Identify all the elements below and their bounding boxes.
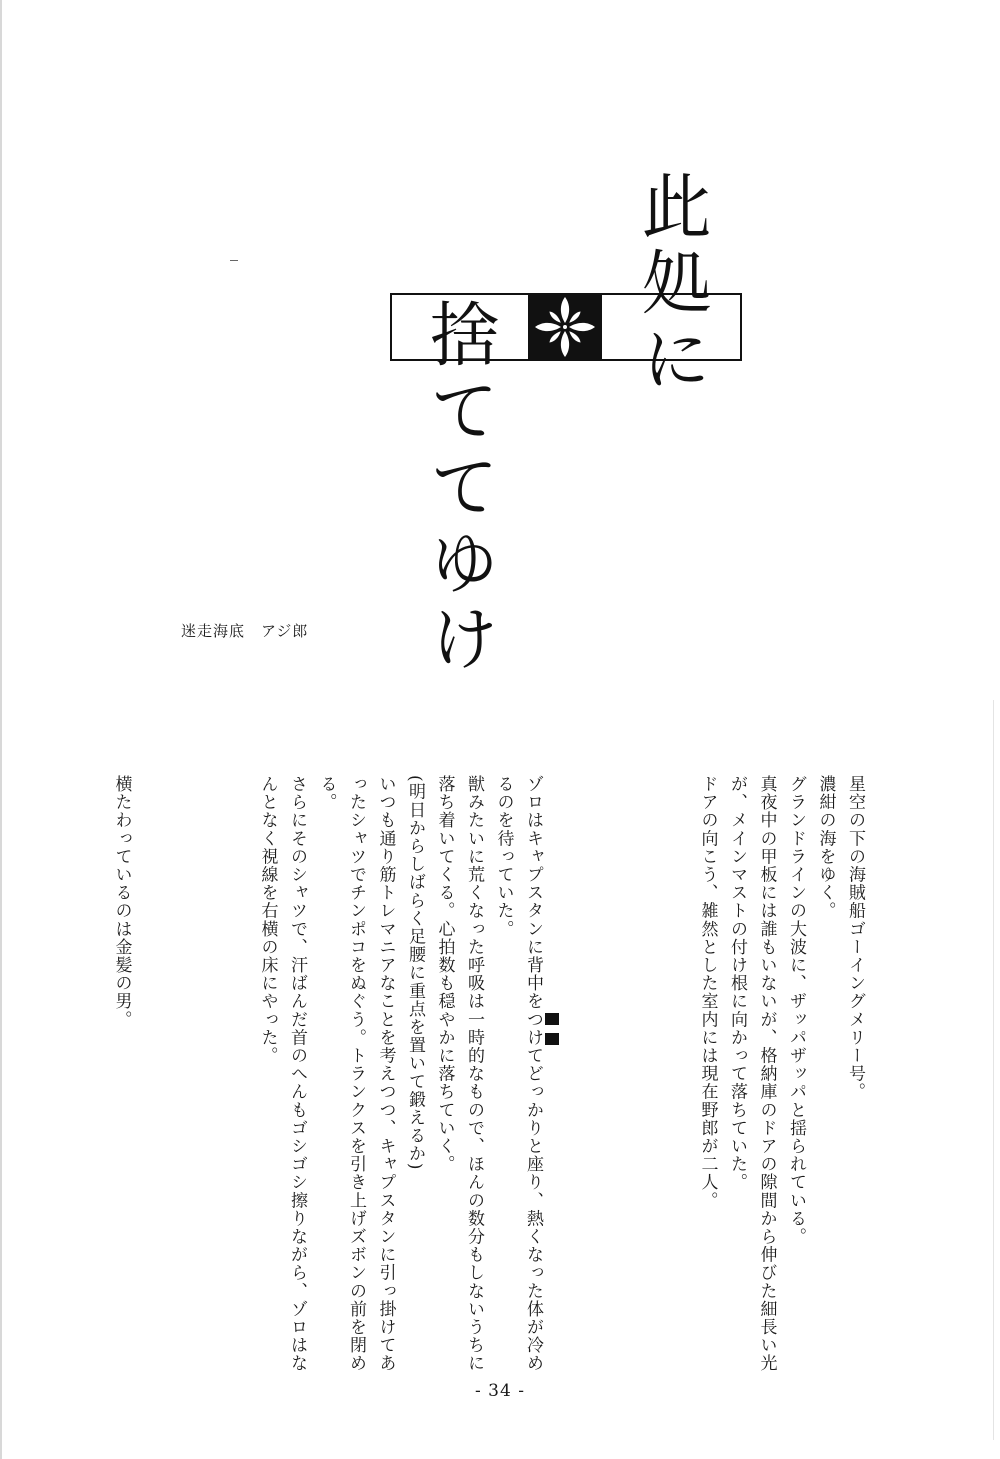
paragraph: 獣みたいに荒くなった呼吸は一時的なもので、ほんの数分もしないうちに落ち着いてくる。心拍数も穏やかに落ちていく。 bbox=[434, 775, 484, 1373]
page-edge-right bbox=[993, 700, 994, 1440]
paragraph: 真夜中の甲板には誰もいないが、格納庫のドアの隙間から伸びた細長い光が、メインマストの付け根に向かって落ちていた。 bbox=[727, 775, 777, 1373]
paragraph: ドアの向こう、雑然とした室内には現在野郎が二人。 bbox=[697, 775, 718, 1210]
paragraph: 横たわっているのは金髪の男。 bbox=[111, 775, 132, 1029]
author-credit: 迷走海底 アジ郎 bbox=[181, 622, 309, 640]
body-block-3 bbox=[106, 775, 136, 1385]
paragraph: (明日からしばらく足腰に重点を置いて鍛えるか) bbox=[405, 775, 425, 1171]
snowflake-emblem-icon bbox=[528, 293, 602, 361]
paragraph: さらにそのシャツで、汗ばんだ首のへんもゴシゴシ擦りながら、ゾロはなんとなく視線を右横の床にやった。 bbox=[257, 775, 307, 1373]
paragraph: 星空の下の海賊船ゴーイングメリー号。 bbox=[845, 775, 865, 1101]
page-edge bbox=[0, 0, 2, 1459]
body-block-1 bbox=[692, 775, 869, 1385]
title-line-1: 此処に bbox=[630, 170, 712, 398]
paragraph: 濃紺の海をゆく。 bbox=[815, 775, 836, 920]
stray-mark bbox=[230, 260, 238, 261]
paragraph: グランドラインの大波に、ザッパザッパと揺られている。 bbox=[786, 775, 806, 1246]
page-number: - 34 - bbox=[475, 1381, 525, 1401]
section-break-mark bbox=[545, 1013, 559, 1047]
paragraph: ゾロはキャプスタンに背中をつけてどっかりと座り、熱くなった体が冷めるのを待っていた。 bbox=[493, 775, 543, 1373]
body-block-2 bbox=[252, 775, 547, 1385]
title-line-2: 捨ててゆけ bbox=[418, 298, 500, 678]
paragraph: いつも通り筋トレマニアなことを考えつつ、キャプスタンに引っ掛けてあったシャツでチンポコをぬぐう。トランクスを引き上げズボンの前を閉める。 bbox=[316, 775, 396, 1373]
